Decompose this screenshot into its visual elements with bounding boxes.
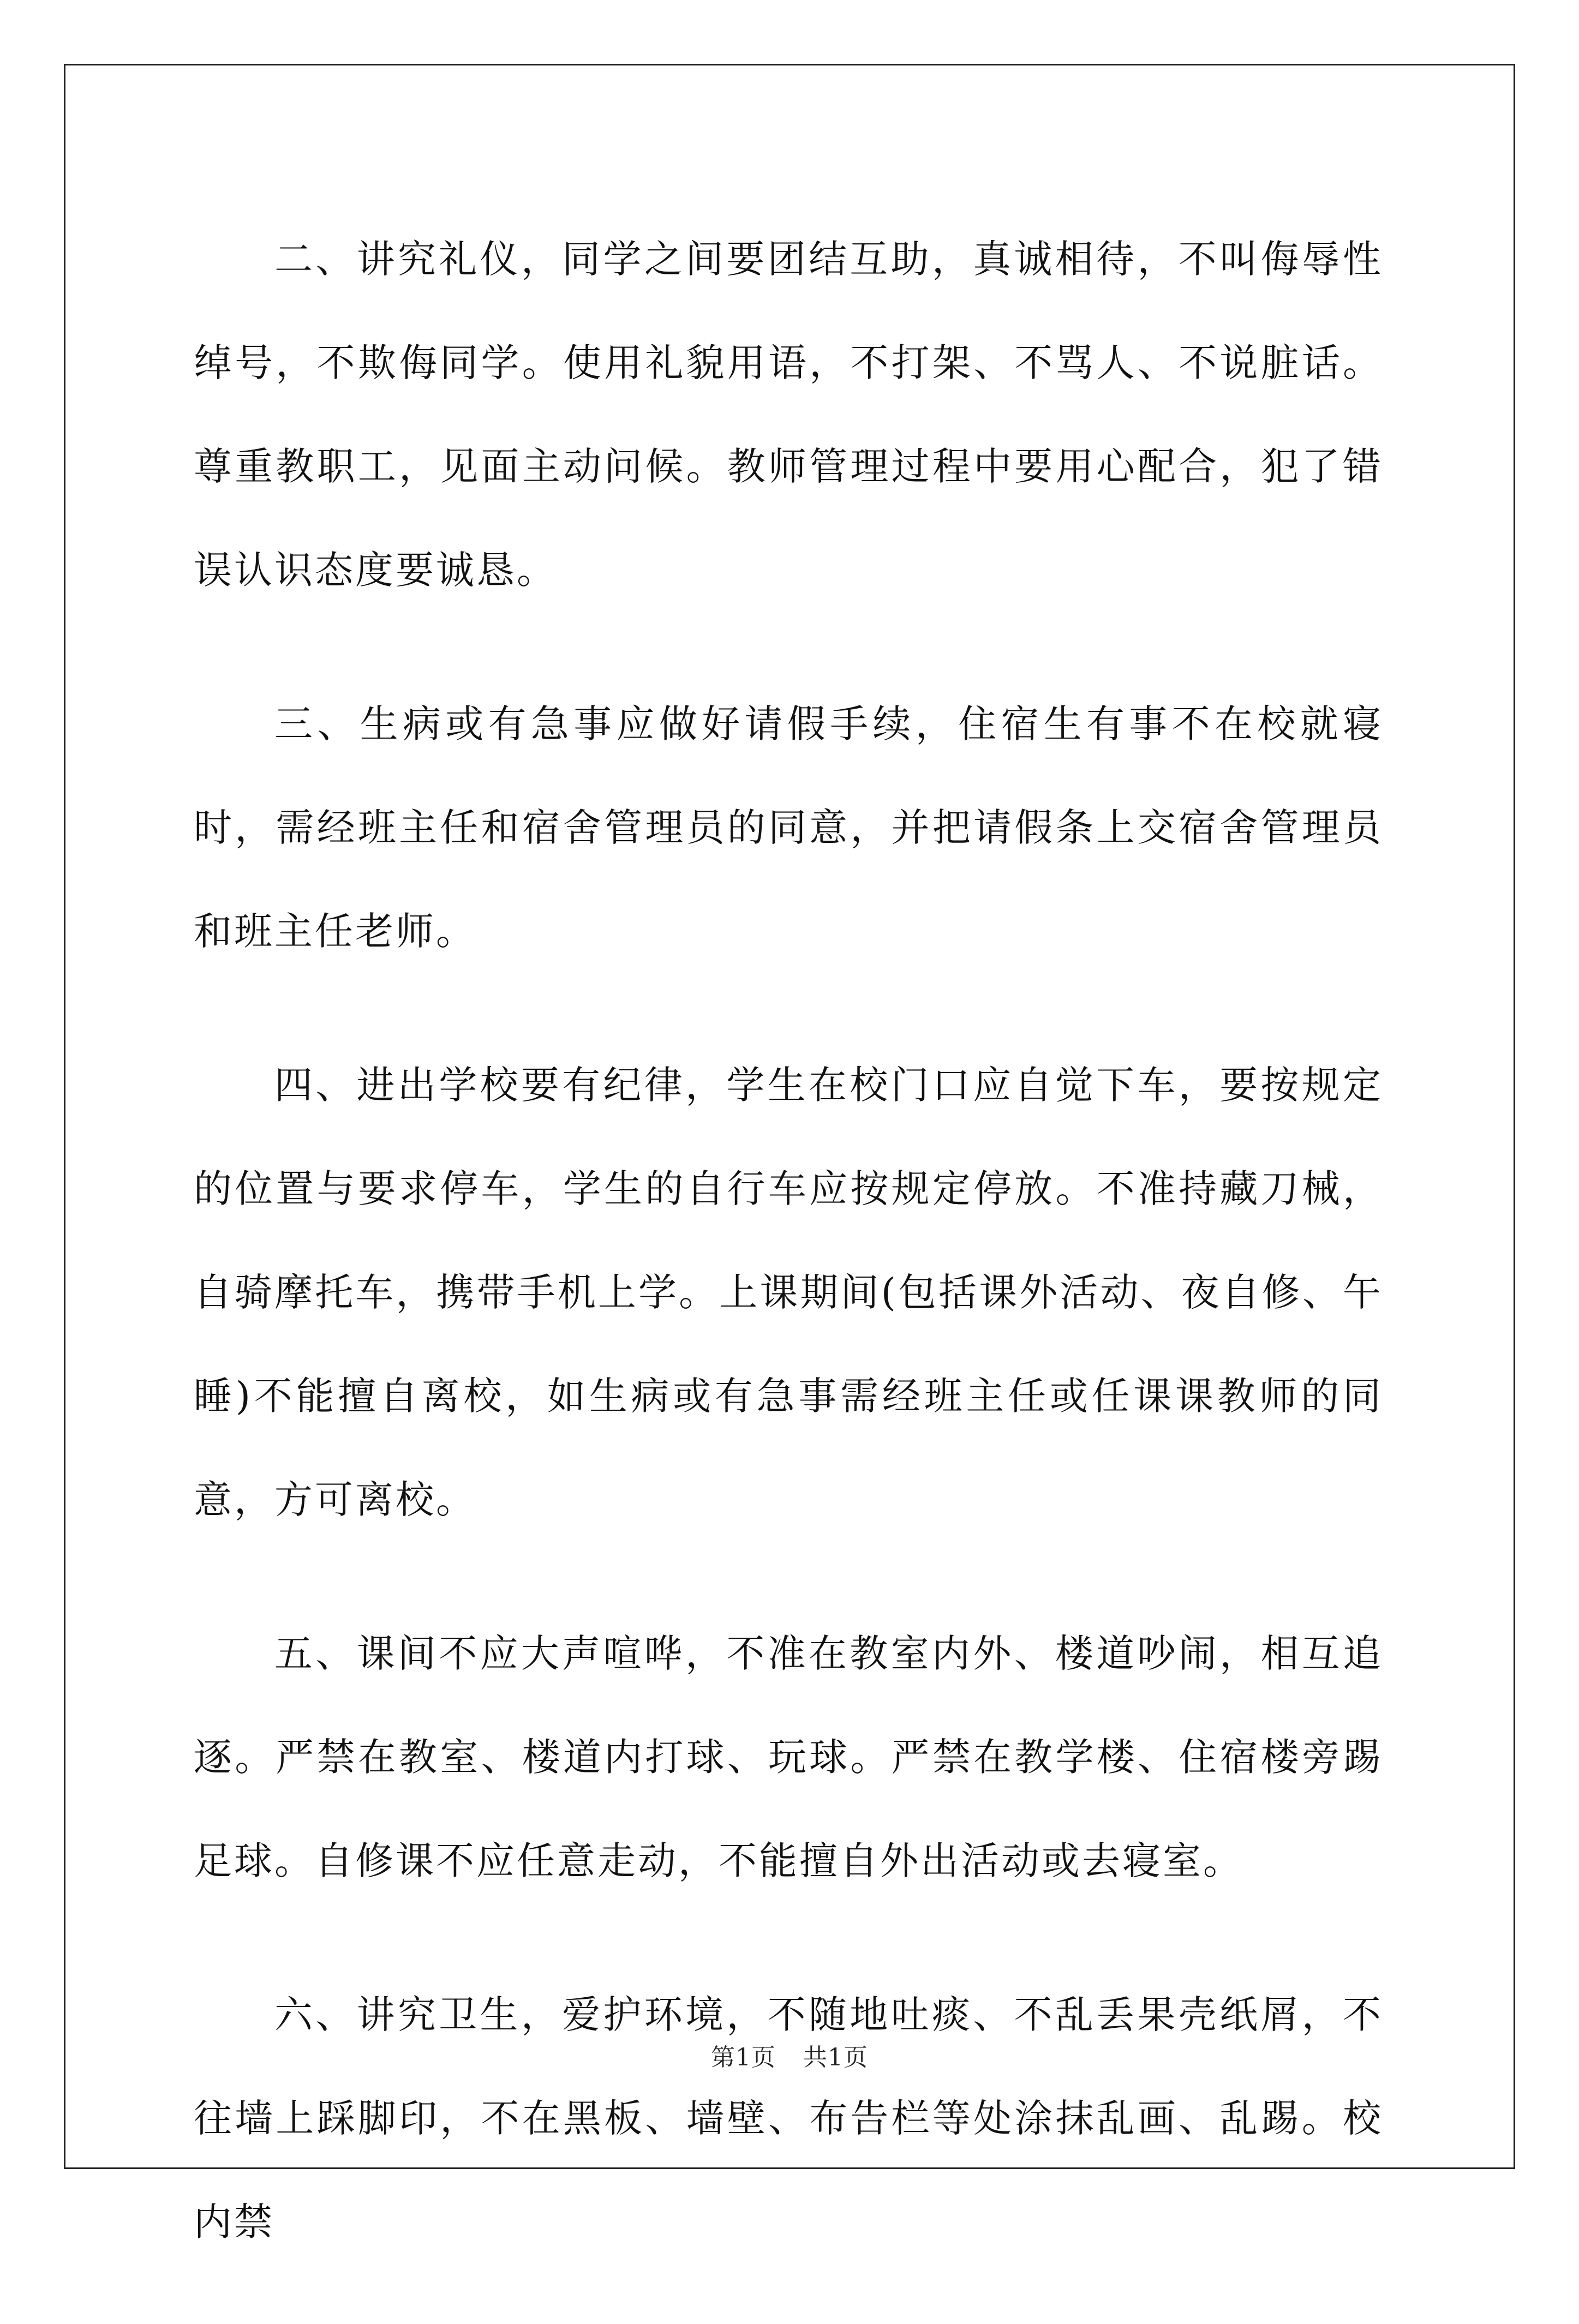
page-number: 第1页: [711, 2044, 776, 2071]
page-footer: [0, 2038, 1579, 2073]
paragraph-4: 四、进出学校要有纪律，学生在校门口应自觉下车，要按规定的位置与要求停车，学生的自行车应按规定停放。不准持藏刀械，自骑摩托车，携带手机上学。上课期间(包括课外活动、夜自修、午睡)不能擅自离校，如生病或有急事需经班主任或任课课教师的同意，方可离校。: [194, 1063, 1383, 1522]
paragraph-3: 三、生病或有急事应做好请假手续，住宿生有事不在校就寝时，需经班主任和宿舍管理员的同意，并把请假条上交宿舍管理员和班主任老师。: [194, 702, 1383, 954]
document-body: [194, 207, 1383, 2324]
paragraph-6: 六、讲究卫生，爱护环境，不随地吐痰、不乱丢果壳纸屑，不往墙上踩脚印，不在黑板、墙壁、布告栏等处涂抹乱画、乱踢。校内禁: [194, 1992, 1383, 2244]
page-total: 共1页: [803, 2044, 868, 2071]
paragraph-5: 五、课间不应大声喧哗，不准在教室内外、楼道吵闹，相互追逐。严禁在教室、楼道内打球、玩球。严禁在教学楼、住宿楼旁踢足球。自修课不应任意走动，不能擅自外出活动或去寝室。: [194, 1631, 1383, 1883]
paragraph-2: 二、讲究礼仪，同学之间要团结互助，真诚相待，不叫侮辱性绰号，不欺侮同学。使用礼貌用语，不打架、不骂人、不说脏话。尊重教职工，见面主动问候。教师管理过程中要用心配合，犯了错误认识态度要诚恳。: [194, 237, 1383, 592]
